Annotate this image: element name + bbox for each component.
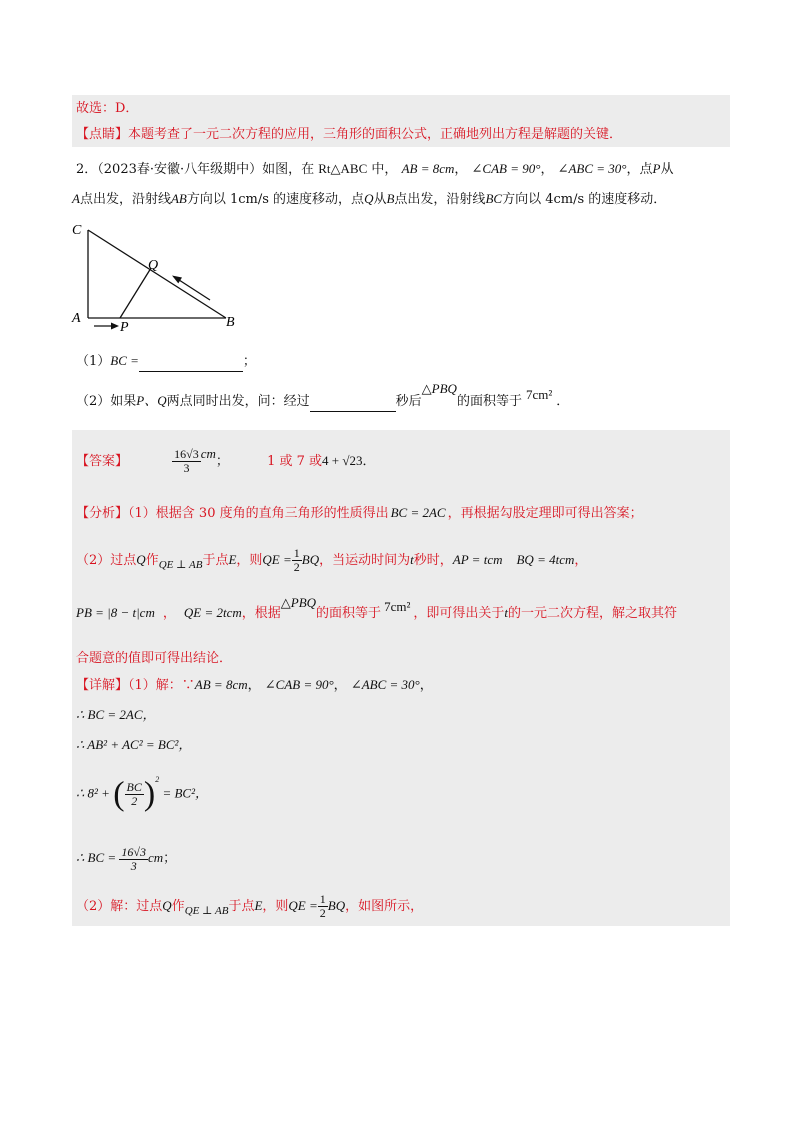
- detail-step-5: [76, 838, 176, 878]
- text: 的一元二次方程，解之取其符: [507, 606, 677, 621]
- text: （1）解：∵: [128, 678, 195, 693]
- pb-value: PB = |8 − t|cm: [76, 605, 155, 620]
- step-left: 8² +: [87, 785, 110, 801]
- step-right: = BC²: [162, 785, 195, 801]
- answer-unit: cm: [200, 446, 216, 461]
- bq-label: BQ: [301, 552, 320, 567]
- bc-equals-2ac: BC = 2AC: [390, 505, 446, 520]
- text: 点出发，沿射线: [79, 192, 171, 207]
- rt-triangle-abc: Rt△ABC: [318, 161, 368, 176]
- answer-expression: 4 + √23: [322, 453, 363, 468]
- problem-intro: 2．（2023春·安徽·八年级期中）如图，在: [76, 162, 315, 177]
- answer-blank-2[interactable]: [310, 393, 396, 412]
- fraction-denominator: 2: [293, 560, 300, 574]
- text: 的面积等于: [456, 394, 522, 409]
- text: ，再根据勾股定理即可得出答案；: [447, 506, 643, 521]
- triangle-figure: [64, 218, 244, 338]
- fraction-denominator: 2: [131, 793, 138, 808]
- point-p: P: [652, 161, 661, 176]
- detail-step-2: ∴ BC = 2AC，: [76, 707, 156, 722]
- text: ；: [163, 850, 177, 865]
- answer-blank-1[interactable]: [139, 353, 243, 372]
- bq-value: BQ = 4tcm: [516, 552, 575, 567]
- comment-tag: 【点睛】: [76, 127, 129, 142]
- point-e: E: [228, 552, 237, 567]
- ab-length: AB = 8cm: [401, 161, 455, 176]
- text: ，: [574, 553, 588, 568]
- text: ，当运动时间为: [319, 553, 411, 568]
- text: （2）解：过点: [76, 899, 163, 914]
- ab-length: AB = 8cm: [194, 677, 248, 692]
- qe-label: QE =: [262, 552, 292, 567]
- var-t: t: [410, 552, 414, 567]
- text: ，: [419, 678, 433, 693]
- text: 从: [373, 192, 387, 207]
- text: ，根据: [241, 606, 281, 621]
- text: 中，: [371, 162, 398, 177]
- detail-step-3: ∴ AB² + AC² = BC²，: [76, 737, 192, 752]
- text: 于点: [202, 553, 229, 568]
- text: 方向以 4cm/s 的速度移动．: [502, 192, 667, 207]
- var-t: t: [504, 605, 508, 620]
- label-p: P: [120, 320, 129, 335]
- point-e: E: [254, 898, 263, 913]
- point-b: B: [386, 191, 395, 206]
- angle-abc: ∠ABC = 30°: [557, 161, 627, 176]
- bc-label: BC =: [110, 353, 139, 368]
- label-a: A: [72, 311, 81, 326]
- answer-tag: 【答案】: [76, 454, 129, 469]
- point-q: Q: [364, 191, 374, 206]
- detail-step-4: ∴ 8² + ( $\frac{BC}{2}$ )$^2$ = BC²，: [76, 775, 209, 813]
- qe-perp-ab: QE ⊥ AB: [184, 905, 229, 917]
- label-b: B: [226, 315, 235, 330]
- triangle-pbq: △PBQ: [280, 595, 317, 610]
- qe-label: QE =: [288, 898, 318, 913]
- label-q: Q: [148, 258, 159, 273]
- angle-cab: ∠CAB = 90°: [471, 161, 541, 176]
- bc-over-2: [125, 781, 144, 808]
- ray-bc: BC: [485, 191, 503, 206]
- qe-value: QE = 2tcm: [183, 605, 242, 620]
- text: ，点: [626, 162, 653, 177]
- text: ；: [215, 454, 229, 469]
- analysis-line-3: PB = |8 − t|cm ， QE = 2tcm，根据△PBQ的面积等于 7cm² ，即可得出关于t的一元二次方程，解之取其符: [76, 595, 677, 621]
- text: （2）过点: [76, 553, 137, 568]
- step-text: ∴ AB² + AC² = BC²: [76, 737, 179, 752]
- fraction-numerator: 1: [319, 892, 326, 906]
- point-q: Q: [136, 552, 146, 567]
- fraction-denominator: 2: [319, 906, 326, 920]
- comment-text: 本题考查了一元二次方程的应用，三角形的面积公式，正确地列出方程是解题的关键．: [128, 127, 623, 142]
- text: ；: [242, 354, 256, 369]
- detail-step-6: [76, 892, 423, 921]
- side-bc: [88, 230, 226, 318]
- fraction-denominator: 3: [130, 858, 137, 873]
- arrow-q-head: [172, 276, 182, 284]
- text: 两点同时出发，问：经过: [166, 394, 310, 409]
- text: 点出发，沿射线: [394, 192, 486, 207]
- detail-line-1: 【详解】（1）解：∵AB = 8cm， ∠CAB = 90°， ∠ABC = 30°，: [76, 677, 433, 693]
- triangle-pbq: △PBQ: [421, 381, 457, 396]
- problem-line-1: 2．（2023春·安徽·八年级期中）如图，在 Rt△ABC 中， AB = 8cm， ∠CAB = 90°， ∠ABC = 30°，点P从: [76, 161, 674, 177]
- point-q: Q: [162, 898, 172, 913]
- arrow-p-head: [111, 323, 119, 330]
- question-2: [76, 381, 570, 412]
- answer-line: [76, 446, 376, 486]
- ap-value: AP = tcm: [452, 552, 503, 567]
- analysis-tag: 【分析】: [76, 506, 129, 521]
- area-value: 7cm²: [384, 599, 411, 614]
- problem-line-2: [72, 190, 666, 209]
- step-text: ∴ BC =: [76, 850, 117, 865]
- text: ，则: [262, 899, 289, 914]
- fraction-numerator: 1: [293, 546, 300, 560]
- text: （1）根据含 30 度角的直角三角形的性质得出: [128, 506, 389, 521]
- fraction-denominator: 3: [183, 461, 190, 475]
- angle-abc: ∠ABC = 30°: [350, 677, 420, 692]
- text: ，如图所示，: [345, 899, 424, 914]
- fraction-numerator: BC: [126, 779, 142, 794]
- prev-choice: 故选：D．: [76, 101, 139, 116]
- text: （1）: [76, 354, 111, 369]
- unit: cm: [148, 850, 164, 865]
- points-pq: P、Q: [136, 393, 167, 408]
- answer-part-2: 1 或 7 或: [267, 454, 323, 469]
- text: 作: [171, 899, 185, 914]
- detail-tag: 【详解】: [76, 678, 129, 693]
- text: 作: [145, 553, 159, 568]
- segment-pq: [120, 268, 151, 318]
- bc-fraction: [119, 846, 148, 873]
- answer-fraction: [172, 448, 201, 475]
- text: ，即可得出关于: [413, 606, 505, 621]
- question-1: [76, 352, 256, 372]
- half-fraction: [292, 547, 302, 574]
- prev-comment: [76, 126, 622, 144]
- area-value: 7cm²: [525, 387, 553, 402]
- fraction-numerator: 16√3: [121, 844, 146, 859]
- step-text: ∴ BC = 2AC: [76, 707, 143, 722]
- text: 方向以 1cm/s 的速度移动，点: [186, 192, 365, 207]
- text: 于点: [228, 899, 255, 914]
- text: 秒时，: [413, 553, 453, 568]
- half-fraction: [318, 893, 328, 920]
- text: 从: [660, 162, 674, 177]
- point-a: A: [72, 191, 80, 206]
- qe-perp-ab: QE ⊥ AB: [158, 559, 203, 571]
- analysis-line-1: [76, 504, 643, 523]
- text: ，则: [236, 553, 263, 568]
- angle-cab: ∠CAB = 90°: [264, 677, 334, 692]
- bq-label: BQ: [327, 898, 346, 913]
- text: （2）如果: [76, 394, 137, 409]
- therefore: ∴: [76, 785, 85, 801]
- text: 的面积等于: [316, 606, 382, 621]
- text: ．: [556, 394, 570, 409]
- analysis-line-2: [76, 546, 587, 575]
- analysis-line-4: 合题意的值即可得出结论．: [76, 651, 233, 666]
- fraction-numerator: 16√3: [174, 447, 199, 461]
- text: 秒后: [395, 394, 422, 409]
- text: ．: [362, 454, 376, 469]
- label-c: C: [72, 223, 82, 238]
- ray-ab: AB: [170, 191, 187, 206]
